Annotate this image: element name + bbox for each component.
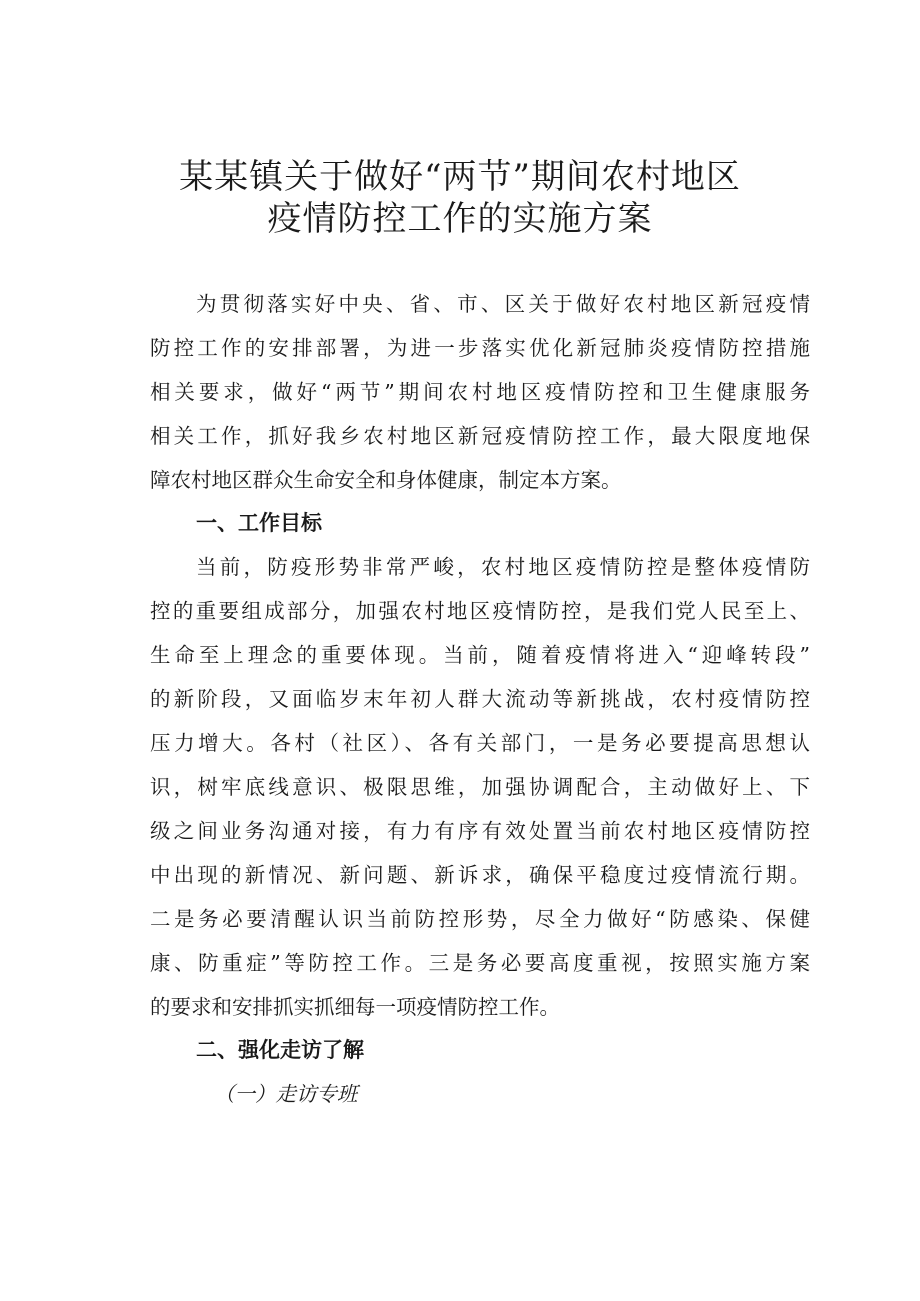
section1-line: 生命至上理念的重要体现。当前，随着疫情将进入“迎峰转段” [150,643,810,667]
intro-line: 为贯彻落实好中央、省、市、区关于做好农村地区新冠疫情 [196,292,810,316]
section1-line: 中出现的新情况、新问题、新诉求，确保平稳度过疫情流行期。 [150,863,810,887]
section1-line: 当前，防疫形势非常严峻，农村地区疫情防控是整体疫情防 [196,555,810,579]
section1-line: 级之间业务沟通对接，有力有序有效处置当前农村地区疫情防控 [150,819,810,843]
section1-line: 的新阶段，又面临岁末年初人群大流动等新挑战，农村疫情防控 [150,687,810,711]
subsection-heading: （一）走访专班 [214,1082,358,1106]
intro-line: 防控工作的安排部署，为进一步落实优化新冠肺炎疫情防控措施 [150,336,810,360]
section1-line: 二是务必要清醒认识当前防控形势，尽全力做好“防感染、保健 [150,907,810,931]
section1-line: 压力增大。各村（社区）、各有关部门，一是务必要提高思想认 [150,731,810,755]
section-heading-2: 二、强化走访了解 [196,1038,364,1062]
section1-line: 的要求和安排抓实抓细每一项疫情防控工作。 [150,995,560,1019]
section-heading-1: 一、工作目标 [196,511,322,535]
section1-line: 控的重要组成部分，加强农村地区疫情防控，是我们党人民至上、 [150,599,810,623]
document-title-line-2: 疫情防控工作的实施方案 [267,199,653,239]
intro-line: 相关要求，做好“两节”期间农村地区疫情防控和卫生健康服务 [150,380,810,404]
intro-line: 障农村地区群众生命安全和身体健康，制定本方案。 [150,468,622,492]
intro-line: 相关工作，抓好我乡农村地区新冠疫情防控工作，最大限度地保 [150,424,810,448]
section1-line: 康、防重症”等防控工作。三是务必要高度重视，按照实施方案 [150,951,810,975]
section1-line: 识，树牢底线意识、极限思维，加强协调配合，主动做好上、下 [150,775,810,799]
document-title-line-1: 某某镇关于做好“两节”期间农村地区 [179,157,741,197]
